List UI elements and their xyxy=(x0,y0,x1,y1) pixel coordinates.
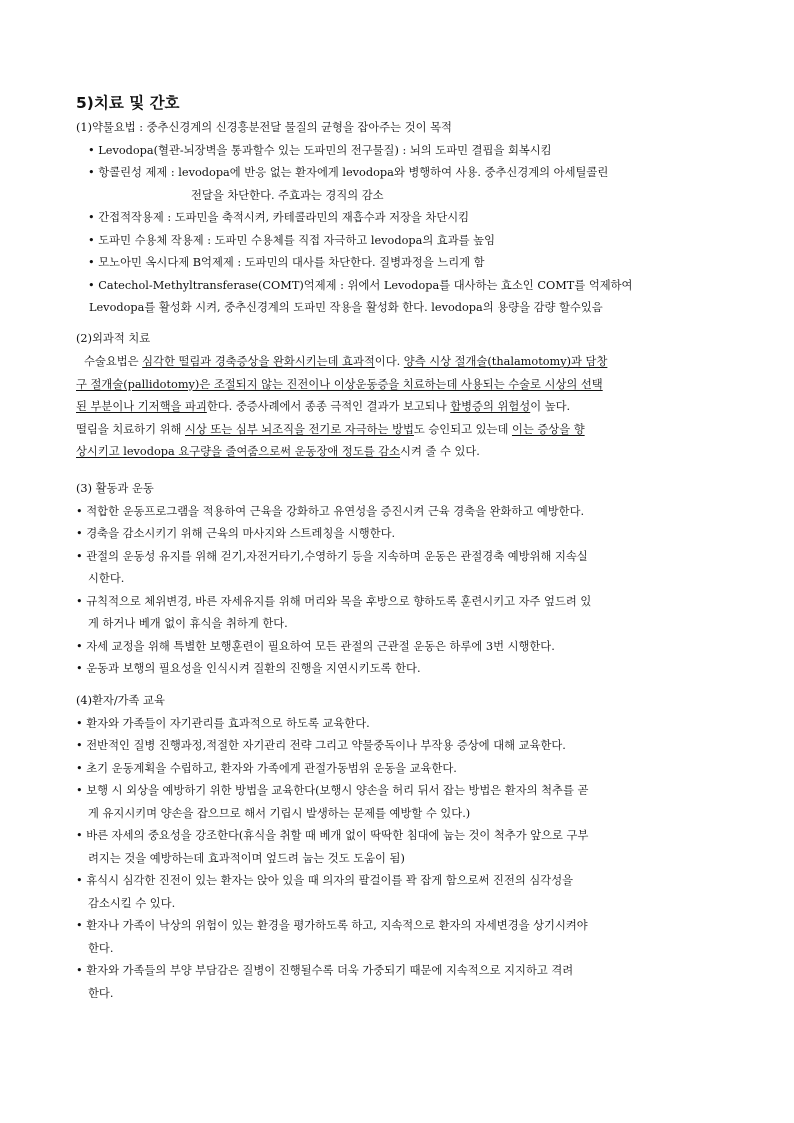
list-item: • 보행 시 외상을 예방하기 위한 방법을 교육한다(보행시 양손을 허리 뒤서 잡는 방법은 환자의 척추를 곧 xyxy=(76,784,589,797)
list-item: • 초기 운동계획을 수립하고, 환자와 가족에게 관절가동범위 운동을 교육한다. xyxy=(76,761,457,775)
section-activity-exercise xyxy=(76,478,722,681)
section-drug-therapy xyxy=(76,117,722,320)
list-item-continuation: 려지는 것을 예방하는데 효과적이며 엎드려 눕는 것도 도움이 됨) xyxy=(88,851,405,865)
list-item: • 휴식시 심각한 진전이 있는 환자는 앉아 있을 때 의자의 팔걸이를 꽉 잡게 함으로써 진전의 심각성을 xyxy=(76,874,574,887)
list-item: • 환자와 가족들의 부양 부담감은 질병이 진행될수록 더욱 가중되기 때문에 지속적으로 지지하고 격려 xyxy=(76,964,574,977)
list-item-continuation: Levodopa를 활성화 시켜, 중추신경계의 도파민 작용을 활성화 한다. levodopa의 용량을 감량 할수있음 xyxy=(89,301,603,314)
underlined-text: 시상 또는 심부 뇌조직을 전기로 자극하는 방법 xyxy=(185,422,414,436)
section-heading: (4)환자/가족 교육 xyxy=(76,694,165,707)
paragraph-line: 상시키고 levodopa 요구량을 줄여줌으로써 운동장애 정도를 감소시켜 줄 수 있다. xyxy=(76,445,480,458)
list-item-continuation: 시한다. xyxy=(88,572,125,585)
section-heading: (1)약물요법 : 중추신경계의 신경흥분전달 물질의 균형을 잡아주는 것이 목적 xyxy=(76,121,452,134)
list-item: • 규칙적으로 체위변경, 바른 자세유지를 위해 머리와 목을 후방으로 향하도록 훈련시키고 자주 엎드려 있 xyxy=(76,594,592,608)
list-item-continuation: 전달을 차단한다. 주효과는 경직의 감소 xyxy=(191,188,384,202)
underlined-text: 상시키고 levodopa 요구량을 줄여줌으로써 운동장애 정도를 감소 xyxy=(76,445,401,458)
section-heading: (3) 활동과 운동 xyxy=(76,482,154,495)
list-item: • 적합한 운동프로그램을 적용하여 근육을 강화하고 유연성을 증진시켜 근육 경축을 완화하고 예방한다. xyxy=(76,504,585,518)
paragraph-line: 된 부분이나 기저핵을 파괴한다. 중증사례에서 종종 극적인 결과가 보고되나 합병증의 위험성이 높다. xyxy=(76,400,571,413)
paragraph-line: 수술요법은 심각한 떨림과 경축증상을 완화시키는데 효과적이다. 양측 시상 절개술(thalamotomy)과 담창 xyxy=(84,355,608,368)
list-item-continuation: 게 유지시키며 양손을 잡으므로 해서 기립시 발생하는 문제를 예방할 수 있다.) xyxy=(88,806,471,820)
list-item-continuation: 한다. xyxy=(88,986,114,1000)
list-item: • 전반적인 질병 진행과정,적절한 자기관리 전략 그리고 약물중독이나 부작용 증상에 대해 교육한다. xyxy=(76,739,566,752)
underlined-text: 된 부분이나 기저핵을 파괴 xyxy=(76,400,207,413)
list-item: • 바른 자세의 중요성을 강조한다(휴식을 취할 때 베개 없이 딱딱한 침대에 눕는 것이 척추가 앞으로 구부 xyxy=(76,829,589,842)
underlined-text: 합병증의 위험성 xyxy=(450,400,531,413)
list-item: • Catechol-Methyltransferase(COMT)억제제 : 위에서 Levodopa를 대사하는 효소인 COMT를 억제하여 xyxy=(88,278,633,292)
underlined-text: 양측 시상 절개술(thalamotomy)과 담창 xyxy=(403,355,608,368)
list-item: • 도파민 수용체 작용제 : 도파민 수용체를 직접 자극하고 levodopa의 효과를 높임 xyxy=(88,233,496,247)
list-item: • 경축을 감소시키기 위해 근육의 마사지와 스트레칭을 시행한다. xyxy=(76,527,396,540)
list-item-continuation: 한다. xyxy=(88,941,114,955)
list-item: • Levodopa(혈관-뇌장벽을 통과할수 있는 도파민의 전구물질) : 뇌의 도파민 결핍을 회복시킴 xyxy=(88,143,552,157)
list-item: • 운동과 보행의 필요성을 인식시켜 질환의 진행을 지연시키도록 한다. xyxy=(76,662,421,675)
list-item: • 모노아민 옥시다제 B억제제 : 도파민의 대사를 차단한다. 질병과정을 느리게 함 xyxy=(88,256,485,269)
list-item: • 자세 교정을 위해 특별한 보행훈련이 필요하여 모든 관절의 근관절 운동은 하루에 3번 시행한다. xyxy=(76,639,555,653)
list-item: • 환자나 가족이 낙상의 위험이 있는 환경을 평가하도록 하고, 지속적으로 환자의 자세변경을 상기시켜야 xyxy=(76,919,588,932)
paragraph-line: 떨림을 치료하기 위해 시상 또는 심부 뇌조직을 전기로 자극하는 방법도 승인되고 있는데 이는 증상을 향 xyxy=(76,422,585,436)
list-item: • 환자와 가족들이 자기관리를 효과적으로 하도록 교육한다. xyxy=(76,716,370,730)
list-item-continuation: 게 하거나 베개 없이 휴식을 취하게 한다. xyxy=(88,617,288,630)
section-title: 5)치료 및 간호 xyxy=(76,94,180,112)
section-heading: (2)외과적 치료 xyxy=(76,332,151,345)
underlined-text: 이는 증상을 향 xyxy=(511,422,585,436)
list-item-continuation: 감소시킬 수 있다. xyxy=(88,896,176,910)
section-surgical-treatment xyxy=(76,328,722,464)
paragraph-line xyxy=(76,374,722,397)
underlined-text: 심각한 떨림과 경축증상을 완화시키는데 효과적 xyxy=(142,355,375,368)
underlined-text: 구 절개술(pallidotomy)은 조절되지 않는 진전이나 이상운동증을 치료하는데 사용되는 수술로 시상의 선택 xyxy=(76,377,603,391)
list-item: • 항콜린성 제제 : levodopa에 반응 없는 환자에게 levodopa와 병행하여 사용. 중추신경계의 아세틸콜린 xyxy=(88,166,609,179)
list-item: • 관절의 운동성 유지를 위해 걷기,자전거타기,수영하기 등을 지속하며 운동은 관절경축 예방위해 지속실 xyxy=(76,549,588,563)
list-item: • 간접적작용제 : 도파민을 축적시켜, 카테콜라민의 재흡수과 저장을 차단시킴 xyxy=(88,211,470,224)
section-patient-family-education xyxy=(76,690,722,1005)
